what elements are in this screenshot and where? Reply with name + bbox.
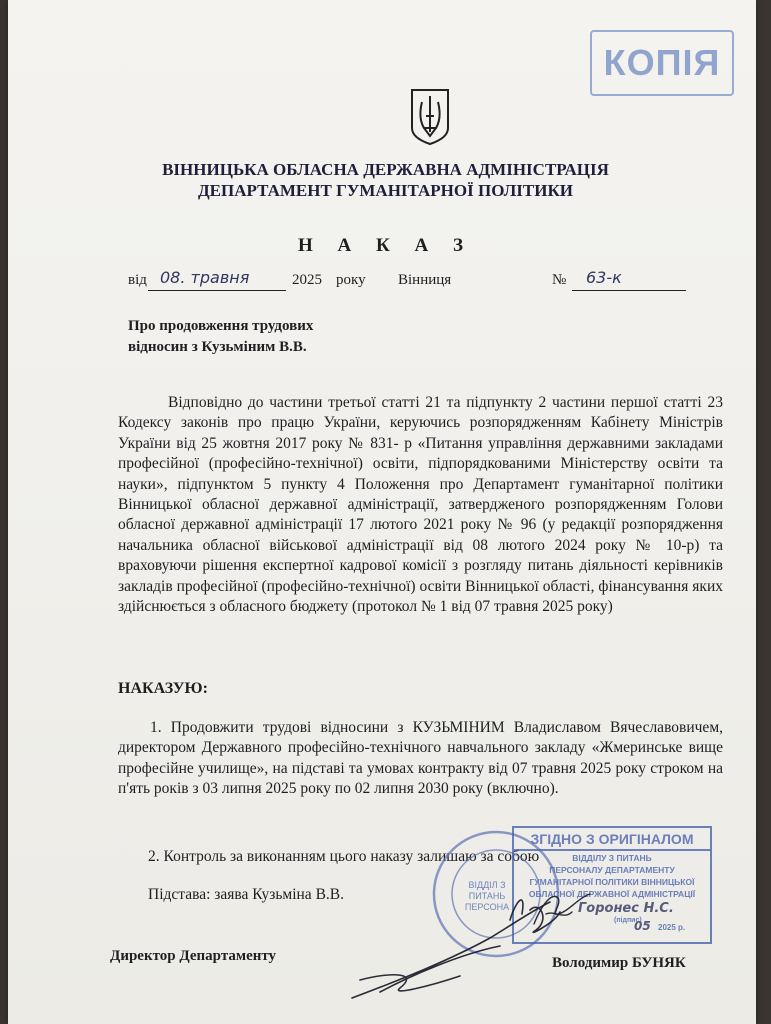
- certification-sign-caption: (підпис): [614, 917, 642, 924]
- certification-line-2: ПЕРСОНАЛУ ДЕПАРТАМЕНТУ: [549, 865, 675, 875]
- order-word: НАКАЗУЮ:: [118, 680, 208, 697]
- certification-year: 2025 р.: [658, 923, 686, 932]
- certification-handwritten-date: 05: [634, 919, 651, 933]
- certifier-signature-icon: [528, 884, 598, 930]
- number-prefix: №: [552, 272, 567, 288]
- number-handwritten: 63-к: [586, 268, 622, 287]
- department-name: ДЕПАРТАМЕНТ ГУМАНІТАРНОЇ ПОЛІТИКИ: [197, 181, 573, 200]
- subject-line-1: Про продовження трудових: [128, 318, 314, 334]
- certification-handwritten-name: Горонес Н.С.: [578, 901, 674, 916]
- date-field: [148, 268, 286, 291]
- date-handwritten: 08. травня: [160, 268, 250, 287]
- preamble-paragraph: Відповідно до частини третьої статті 21 та підпункту 2 частини першої статті 23 Кодексу законів про працю України, керуючись розпорядженням Кабінету Міністрів України від 25 жовтня 2017 року № 831- р «Питання управління державними закладами професійної (професійно-технічної) освіти, підпорядкованими Міністерству освіти та науки», підпунктом 5 пункту 4 Положення про Департамент гуманітарної політики Вінницької обласної державної адміністрації, затвердженого розпорядженням Голови обласної державної адміністрації 17 лютого 2021 року № 96 (у редакції розпорядження начальника обласної військової адміністрації від 08 лютого 2024 року № 10-р) та враховуючи рішення експертної кадрової комісії з розгляду питань діяльності керівників закладів професійної (професійно-технічної) освіти Вінницької області, фінансування яких здійснюється з обласного бюджету (протокол № 1 від 07 травня 2025 року): [118, 394, 723, 616]
- document-type: Н А К А З: [297, 235, 474, 256]
- coat-of-arms-icon: [410, 88, 450, 146]
- subject: [128, 316, 313, 358]
- number-field: [572, 268, 686, 291]
- certification-line-4: ОБЛАСНОЇ ДЕРЖАВНОЇ АДМІНІСТРАЦІЇ: [528, 889, 696, 899]
- subject-line-2: відносин з Кузьміним В.В.: [128, 339, 307, 355]
- organization-name: ВІННИЦЬКА ОБЛАСНА ДЕРЖАВНА АДМІНІСТРАЦІЯ: [162, 160, 609, 179]
- order-item-1: 1. Продовжити трудові відносини з КУЗЬМІНИМ Владиславом Вячеславовичем, директором Державного професійно-технічного навчального закладу «Жмеринське вище професійне училище», на підставі та умовах контракту від 07 травня 2025 року строком на п'ять років з 03 липня 2025 року по 02 липня 2030 року (включно).: [118, 719, 723, 798]
- city: Вінниця: [398, 272, 452, 288]
- round-seal-text: ВІДДІЛ З ПИТАНЬ ПЕРСОНА: [464, 880, 510, 912]
- certification-line-1: ВІДДІЛУ З ПИТАНЬ: [572, 853, 652, 863]
- year-suffix: року: [336, 272, 366, 288]
- certification-title: ЗГІДНО З ОРИГІНАЛОМ: [514, 831, 710, 851]
- basis-line: Підстава: заява Кузьміна В.В.: [148, 886, 344, 903]
- director-title: Директор Департаменту: [110, 948, 277, 964]
- year: 2025: [292, 272, 322, 288]
- copy-stamp: КОПІЯ: [590, 30, 734, 96]
- date-prefix: від: [128, 272, 147, 288]
- order-item-2: 2. Контроль за виконанням цього наказу залишаю за собою: [148, 848, 540, 865]
- certification-line-3: ГУМАНІТАРНОЇ ПОЛІТИКИ ВІННИЦЬКОЇ: [529, 877, 695, 887]
- director-name: Володимир БУНЯК: [552, 955, 686, 971]
